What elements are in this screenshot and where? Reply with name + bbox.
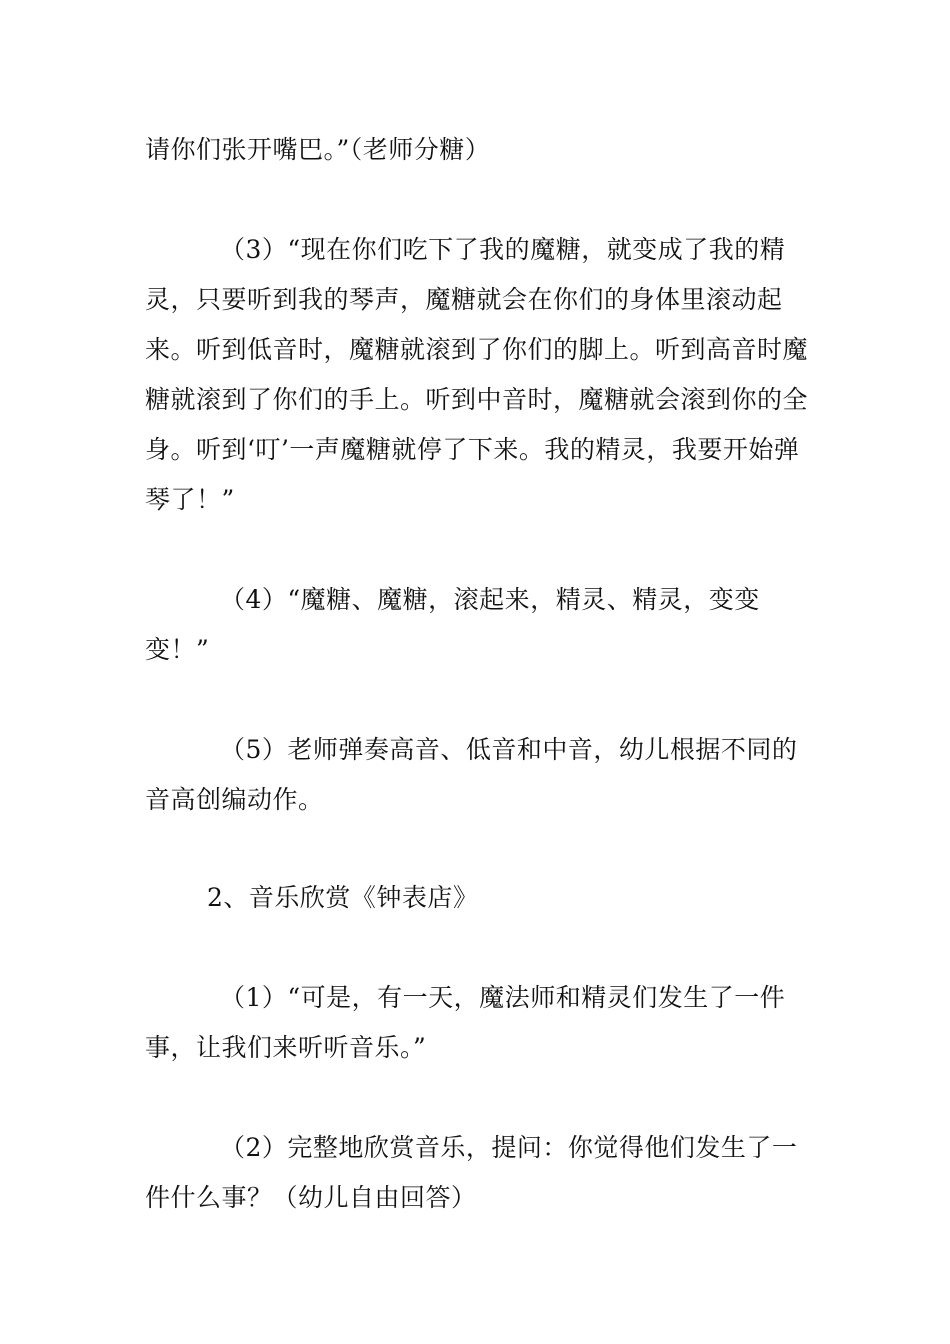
paragraph-step-5: （5）老师弹奏高音、低音和中音，幼儿根据不同的音高创编动作。 [145, 735, 798, 814]
section-heading-music-appreciation: 2、音乐欣赏《钟表店》 [207, 883, 479, 912]
paragraph-step-3: （3）“现在你们吃下了我的魔糖，就变成了我的精灵，只要听到我的琴声，魔糖就会在你们的身体里滚动起来。听到低音时，魔糖就滚到了你们的脚上。听到高音时魔糖就滚到了你们的手上。听到中音时，魔糖就会滚到你的全身。听到‘叮’一声魔糖就停了下来。我的精灵，我要开始弹琴了！” [145, 235, 809, 514]
paragraph-substep-1: （1）“可是，有一天，魔法师和精灵们发生了一件事，让我们来听听音乐。” [145, 983, 786, 1062]
paragraph-continuation: 请你们张开嘴巴。”（老师分糖） [145, 135, 491, 164]
paragraph-step-4: （4）“魔糖、魔糖，滚起来，精灵、精灵，变变变！” [145, 585, 760, 664]
paragraph-substep-2: （2）完整地欣赏音乐，提问：你觉得他们发生了一件什么事？（幼儿自由回答） [145, 1133, 798, 1212]
